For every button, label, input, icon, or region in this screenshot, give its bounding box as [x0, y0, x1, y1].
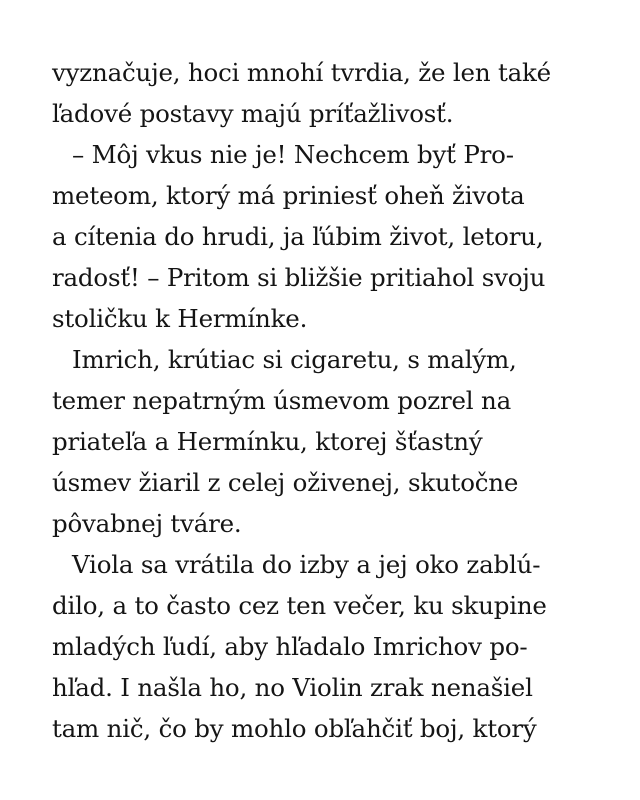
text-line: meteom, ktorý má priniesť oheň života — [52, 181, 525, 210]
text-line: mladých ľudí, aby hľadalo Imrichov po- — [52, 632, 528, 661]
text-line: temer nepatrným úsmevom pozrel na — [52, 386, 511, 415]
text-line: hľad. I našla ho, no Violin zrak nenašiel — [52, 673, 533, 702]
body-text — [52, 52, 612, 749]
text-line: radosť! – Pritom si bližšie pritiahol svoju — [52, 263, 546, 292]
paragraph-start-line: Viola sa vrátila do izby a jej oko zablú- — [72, 550, 541, 579]
text-line: pôvabnej tváre. — [52, 509, 242, 538]
text-line: dilo, a to často cez ten večer, ku skupine — [52, 591, 547, 620]
paragraph-start-line: Imrich, krútiac si cigaretu, s malým, — [72, 345, 517, 374]
text-line: vyznačuje, hoci mnohí tvrdia, že len také — [52, 58, 551, 87]
text-line: priateľa a Hermínku, ktorej šťastný — [52, 427, 483, 456]
text-line: úsmev žiaril z celej oživenej, skutočne — [52, 468, 519, 497]
text-line: tam nič, čo by mohlo obľahčiť boj, ktorý — [52, 714, 537, 743]
paragraph-start-line: – Môj vkus nie je! Nechcem byť Pro- — [72, 140, 514, 169]
text-line: a cítenia do hrudi, ja ľúbim život, letoru, — [52, 222, 544, 251]
text-line: stoličku k Hermínke. — [52, 304, 308, 333]
text-line: ľadové postavy majú príťažlivosť. — [52, 99, 454, 128]
